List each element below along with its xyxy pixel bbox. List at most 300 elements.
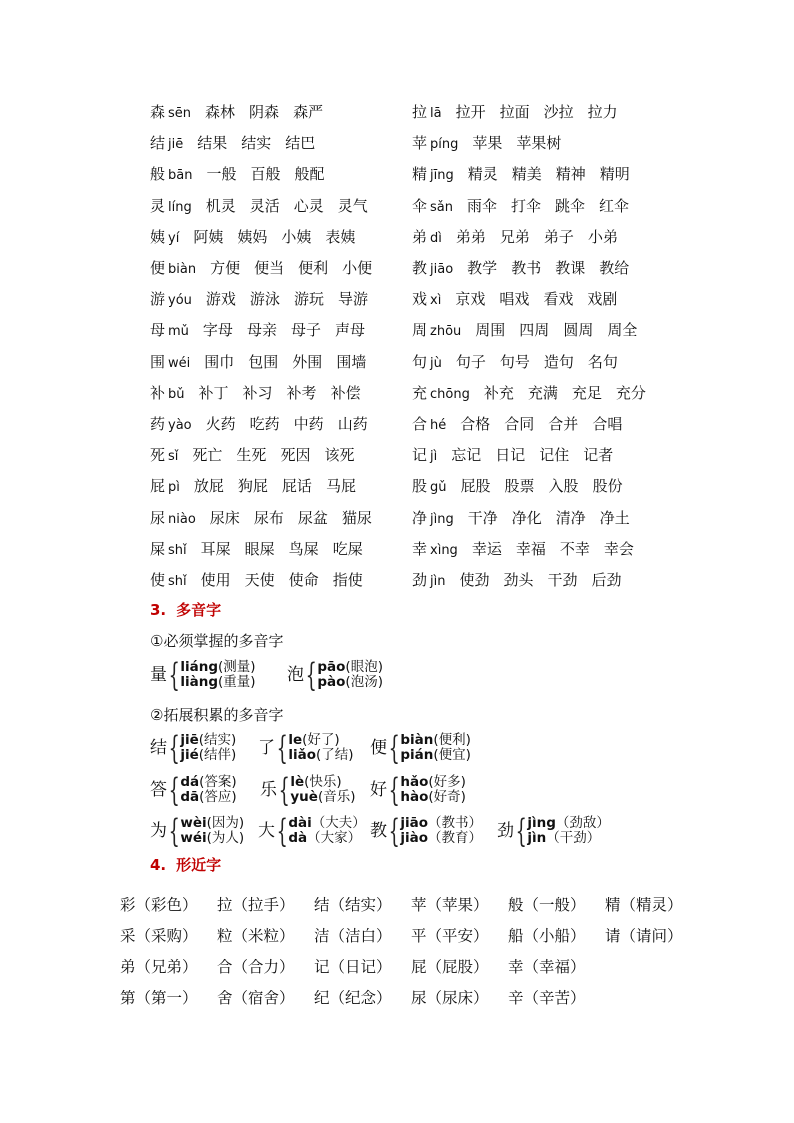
vocab-word: 记住 (539, 446, 570, 465)
vocab-word: 补丁 (198, 383, 229, 402)
vocab-head (412, 508, 454, 527)
vocab-word: 后劲 (591, 570, 622, 589)
similar-item: 尿（尿床） (411, 988, 489, 1007)
vocab-word: 句子 (455, 352, 486, 371)
similar-row (120, 921, 702, 952)
reading-example: (快乐) (304, 774, 342, 790)
vocab-word: 围巾 (204, 352, 235, 371)
reading-pinyin: dá (180, 774, 200, 790)
vocab-word: 拉力 (587, 103, 618, 122)
vocab-char: 屁 (150, 477, 166, 496)
similar-item: 合（合力） (217, 957, 295, 976)
vocab-head (150, 261, 196, 276)
vocab-pinyin: sǐ (168, 449, 179, 465)
reading-example: (好多) (428, 774, 466, 790)
polyphone-char: 大 (258, 820, 275, 841)
vocab-word: 中药 (293, 414, 324, 433)
vocab-head (412, 383, 470, 402)
brace-icon: { (515, 812, 527, 850)
vocab-word: 表姨 (325, 227, 356, 246)
similar-item: 平（平安） (411, 926, 489, 945)
polyphone-char: 泡 (287, 664, 304, 685)
polyphone-reading (180, 816, 244, 831)
vocab-head (150, 570, 187, 589)
vocab-head (412, 261, 453, 276)
vocab-row (150, 284, 680, 315)
vocab-entry-right (412, 570, 674, 589)
vocab-word: 阿姨 (193, 227, 224, 246)
polyphone-readings (180, 733, 236, 763)
vocab-word: 结实 (241, 134, 272, 153)
vocab-pinyin: sēn (168, 106, 192, 122)
vocab-word: 尿布 (253, 508, 284, 527)
brace-icon: { (168, 729, 180, 767)
polyphone-item (150, 656, 256, 694)
polyphone-item (370, 771, 466, 809)
vocab-head (412, 352, 442, 371)
vocab-word: 跳伞 (555, 196, 586, 215)
similar-item: 屁（屁股） (411, 957, 489, 976)
reading-pinyin: jiào (400, 830, 428, 846)
vocab-pinyin: lā (430, 106, 442, 122)
vocab-char: 苹 (412, 134, 428, 153)
vocab-head (150, 414, 192, 433)
vocab-word: 周围 (475, 321, 506, 340)
vocab-head (150, 167, 192, 182)
similar-item: 彩（彩色） (120, 895, 198, 914)
reading-example: (因为) (206, 815, 245, 831)
vocab-entry-left (150, 292, 412, 307)
vocab-head (412, 136, 458, 151)
polyphone-item (260, 771, 356, 809)
vocab-word: 股份 (592, 477, 623, 496)
vocab-entry-right (412, 136, 674, 151)
vocab-pinyin: bǔ (168, 386, 185, 402)
vocab-word: 结果 (197, 134, 228, 153)
vocab-head (150, 227, 180, 246)
vocab-head (150, 323, 189, 338)
vocab-pinyin: xìng (430, 542, 458, 558)
polyphone-readings (180, 816, 244, 846)
vocab-entry-left (150, 414, 412, 433)
polyphone-readings (527, 816, 610, 846)
vocab-char: 伞 (412, 196, 428, 215)
vocab-word: 教学 (467, 259, 498, 278)
polyphone-reading (180, 748, 236, 763)
polyphone-item (150, 771, 237, 809)
vocab-pinyin: hé (430, 417, 447, 433)
vocab-row (150, 409, 680, 440)
vocab-head (412, 196, 453, 215)
vocab-char: 教 (412, 259, 428, 278)
vocab-word: 灵活 (249, 196, 280, 215)
vocab-pinyin: wéi (168, 355, 191, 371)
reading-example: （大夫） (311, 815, 366, 831)
reading-example: (便宜) (433, 747, 471, 763)
polyphone-readings (400, 816, 482, 846)
brace-icon: { (276, 812, 288, 850)
vocab-char: 合 (412, 414, 428, 433)
vocab-head (412, 167, 454, 182)
vocab-head (150, 292, 192, 307)
vocab-entry-left (150, 539, 412, 558)
vocab-pinyin: jù (430, 355, 442, 371)
polyphone-char: 答 (150, 779, 167, 800)
vocab-word: 母亲 (246, 321, 277, 340)
vocab-entry-left (150, 261, 412, 276)
vocab-char: 充 (412, 383, 428, 402)
vocab-word: 便利 (298, 259, 329, 278)
reading-pinyin: liàng (180, 674, 218, 690)
reading-pinyin: pián (400, 747, 434, 763)
similar-characters-table (120, 890, 702, 1014)
similar-item: 请（请问） (605, 926, 683, 945)
vocab-word: 弟子 (543, 227, 574, 246)
polyphone-item (150, 729, 237, 767)
reading-example: （教书） (428, 815, 482, 831)
vocab-pinyin: jì (430, 449, 438, 465)
vocab-word: 导游 (337, 290, 368, 309)
similar-item: 苹（苹果） (411, 895, 489, 914)
vocab-head (150, 352, 191, 371)
polyphone-reading (527, 831, 610, 846)
vocab-char: 股 (412, 477, 428, 496)
vocab-entry-right (412, 508, 674, 527)
vocab-head (150, 136, 183, 151)
vocab-word: 幸会 (603, 539, 634, 558)
vocab-char: 周 (412, 321, 428, 340)
vocab-head (150, 479, 180, 494)
vocab-word: 方便 (210, 259, 241, 278)
vocab-char: 结 (150, 134, 166, 153)
polyphone-reading (400, 790, 466, 805)
reading-pinyin: pào (317, 674, 346, 690)
vocab-word: 幸运 (471, 539, 502, 558)
reading-example: (为人) (206, 830, 245, 846)
polyphone-char: 结 (150, 737, 167, 758)
brace-icon: { (388, 812, 400, 850)
polyphone-readings (400, 733, 471, 763)
polyphone-reading (180, 675, 255, 690)
vocab-pinyin: píng (430, 137, 459, 153)
section-title: 形近字 (176, 856, 222, 874)
vocab-entry-left (150, 136, 412, 151)
section-heading-polyphones (150, 603, 221, 618)
section-number: 4. (150, 856, 167, 874)
vocab-head (150, 448, 178, 463)
vocab-word: 干净 (467, 508, 498, 527)
polyphone-reading (180, 660, 255, 675)
vocab-char: 尿 (150, 508, 166, 527)
vocab-word: 幸福 (515, 539, 546, 558)
vocab-word: 记者 (583, 446, 614, 465)
vocab-word: 屁话 (281, 477, 312, 496)
vocab-word: 不幸 (559, 539, 590, 558)
reading-pinyin: wèi (180, 815, 207, 831)
vocab-word: 死亡 (192, 446, 223, 465)
vocab-entry-right (412, 196, 674, 215)
similar-item: 第（第一） (120, 988, 198, 1007)
vocab-word: 苹果树 (516, 134, 562, 153)
reading-pinyin: jié (180, 747, 199, 763)
reading-example: （干劲） (546, 830, 601, 846)
vocab-char: 屎 (150, 539, 166, 558)
vocab-word: 拉开 (455, 103, 486, 122)
polyphone-reading (180, 733, 236, 748)
vocab-word: 精美 (511, 165, 542, 184)
vocab-pinyin: jīng (430, 168, 454, 184)
vocab-word: 围墙 (336, 352, 367, 371)
similar-row (120, 983, 702, 1014)
polyphone-reading (180, 775, 236, 790)
vocab-word: 苹果 (472, 134, 503, 153)
vocab-word: 便当 (254, 259, 285, 278)
vocab-char: 句 (412, 352, 428, 371)
brace-icon: { (305, 656, 317, 694)
vocab-word: 日记 (495, 446, 526, 465)
vocab-char: 劲 (412, 570, 428, 589)
similar-item: 采（采购） (120, 926, 198, 945)
reading-pinyin: hào (400, 789, 429, 805)
vocab-char: 森 (150, 103, 166, 122)
vocab-word: 圆周 (563, 321, 594, 340)
vocab-pinyin: jiē (168, 137, 184, 153)
vocab-word: 唱戏 (499, 290, 530, 309)
reading-example: (音乐) (317, 789, 356, 805)
vocab-entry-right (412, 323, 674, 338)
reading-pinyin: le (288, 732, 303, 748)
vocab-pinyin: dì (430, 230, 442, 246)
vocab-word: 干劲 (547, 570, 578, 589)
vocab-entry-right (412, 383, 674, 402)
vocab-word: 机灵 (205, 196, 236, 215)
vocab-entry-left (150, 448, 412, 463)
vocab-pinyin: bān (168, 168, 193, 184)
reading-pinyin: liáng (180, 659, 218, 675)
reading-pinyin: hǎo (400, 774, 429, 790)
polyphone-char: 劲 (497, 820, 514, 841)
vocab-row (150, 222, 680, 253)
vocab-char: 精 (412, 165, 428, 184)
vocab-word: 母子 (290, 321, 321, 340)
reading-example: (答案) (199, 774, 237, 790)
vocab-head (412, 323, 461, 338)
vocab-word: 充分 (615, 383, 646, 402)
vocab-entry-right (412, 167, 674, 182)
vocab-word: 心灵 (293, 196, 324, 215)
vocab-word: 尿床 (209, 508, 240, 527)
vocab-entry-left (150, 196, 412, 215)
vocab-word: 一般 (206, 165, 237, 184)
vocab-char: 母 (150, 321, 166, 340)
vocab-word: 般配 (294, 165, 325, 184)
vocab-word: 外围 (292, 352, 323, 371)
vocab-entry-left (150, 479, 412, 494)
vocab-word: 京戏 (455, 290, 486, 309)
similar-item: 结（结实） (314, 895, 392, 914)
vocab-word: 小弟 (587, 227, 618, 246)
vocab-char: 游 (150, 290, 166, 309)
vocab-word: 山药 (337, 414, 368, 433)
vocab-head (412, 292, 441, 307)
similar-item: 洁（洁白） (314, 926, 392, 945)
vocab-word: 看戏 (543, 290, 574, 309)
vocab-head (150, 508, 196, 527)
reading-pinyin: lè (290, 774, 305, 790)
vocab-row (150, 159, 680, 190)
vocab-word: 死因 (280, 446, 311, 465)
polyphone-reading (400, 733, 471, 748)
polyphone-reading (288, 733, 353, 748)
vocab-pinyin: sǎn (430, 199, 453, 215)
vocab-row (150, 440, 680, 471)
vocab-word: 声母 (334, 321, 365, 340)
reading-example: (泡汤) (345, 674, 383, 690)
polyphone-char: 教 (370, 820, 387, 841)
polyphone-readings (288, 816, 365, 846)
vocab-word: 充满 (527, 383, 558, 402)
vocab-pinyin: zhōu (430, 324, 462, 340)
reading-example: (好奇) (428, 789, 466, 805)
vocab-row (150, 191, 680, 222)
vocab-word: 劲头 (503, 570, 534, 589)
vocab-char: 弟 (412, 227, 428, 246)
polyphone-item (287, 656, 383, 694)
vocab-pinyin: jiāo (430, 262, 454, 278)
reading-example: (答应) (199, 789, 237, 805)
vocab-word: 雨伞 (467, 196, 498, 215)
polyphone-char: 了 (258, 737, 275, 758)
vocabulary-table (150, 97, 680, 596)
polyphone-reading (290, 775, 355, 790)
polyphone-reading (288, 748, 353, 763)
vocab-char: 使 (150, 570, 166, 589)
brace-icon: { (388, 771, 400, 809)
vocab-word: 净化 (511, 508, 542, 527)
similar-item: 拉（拉手） (217, 895, 295, 914)
vocab-word: 拉面 (499, 103, 530, 122)
vocab-word: 教给 (599, 259, 630, 278)
reading-pinyin: jìng (527, 815, 556, 831)
vocab-pinyin: jìn (430, 573, 446, 589)
brace-icon: { (276, 729, 288, 767)
vocab-word: 兄弟 (499, 227, 530, 246)
reading-pinyin: jiāo (400, 815, 428, 831)
vocab-word: 充足 (571, 383, 602, 402)
vocab-entry-left (150, 508, 412, 527)
reading-example: （教育） (428, 830, 482, 846)
polyphone-char: 为 (150, 820, 167, 841)
vocab-head (412, 227, 442, 246)
reading-example: (重量) (218, 674, 256, 690)
vocab-row (150, 471, 680, 502)
section-number: 3. (150, 601, 167, 619)
vocab-row (150, 128, 680, 159)
vocab-head (150, 196, 192, 215)
vocab-word: 游戏 (205, 290, 236, 309)
section-title: 多音字 (176, 601, 222, 619)
vocab-entry-right (412, 539, 674, 558)
vocab-word: 名句 (587, 352, 618, 371)
brace-icon: { (168, 812, 180, 850)
vocab-pinyin: gǔ (430, 480, 447, 496)
vocab-word: 火药 (205, 414, 236, 433)
vocab-char: 便 (150, 259, 166, 278)
similar-item: 幸（幸福） (508, 957, 586, 976)
vocab-word: 句号 (499, 352, 530, 371)
vocab-word: 补考 (286, 383, 317, 402)
polyphone-reading (527, 816, 610, 831)
polyphone-readings (180, 775, 236, 805)
polyphone-item (258, 812, 366, 850)
vocab-pinyin: biàn (168, 262, 197, 278)
polyphone-readings (400, 775, 466, 805)
section-heading-similar (150, 858, 221, 873)
vocab-char: 补 (150, 383, 166, 402)
vocab-char: 姨 (150, 227, 166, 246)
vocab-word: 灵气 (337, 196, 368, 215)
vocab-word: 净土 (599, 508, 630, 527)
polyphone-readings (317, 660, 383, 690)
polyphone-reading (400, 775, 466, 790)
subheading-extended: ②拓展积累的多音字 (150, 706, 284, 724)
polyphone-readings (288, 733, 353, 763)
vocab-word: 使命 (288, 570, 319, 589)
vocab-word: 教书 (511, 259, 542, 278)
vocab-head (412, 570, 446, 589)
reading-pinyin: dài (288, 815, 312, 831)
polyphone-item (497, 812, 610, 850)
vocab-word: 打伞 (511, 196, 542, 215)
vocab-entry-left (150, 105, 412, 120)
vocab-word: 尿盆 (297, 508, 328, 527)
similar-item: 舍（宿舍） (217, 988, 295, 1007)
reading-example: (结实) (198, 732, 237, 748)
polyphone-reading (180, 831, 244, 846)
reading-example: (眼泡) (345, 659, 383, 675)
polyphone-item (150, 812, 245, 850)
vocab-word: 造句 (543, 352, 574, 371)
vocab-word: 百般 (250, 165, 281, 184)
vocab-pinyin: niào (168, 511, 196, 527)
vocab-row (150, 253, 680, 284)
reading-example: (测量) (218, 659, 256, 675)
vocab-head (150, 539, 187, 558)
vocab-char: 灵 (150, 196, 166, 215)
vocab-word: 游泳 (249, 290, 280, 309)
vocab-char: 般 (150, 165, 166, 184)
vocab-entry-left (150, 570, 412, 589)
similar-item: 弟（兄弟） (120, 957, 198, 976)
polyphone-reading (288, 816, 365, 831)
vocab-word: 忘记 (451, 446, 482, 465)
polyphone-char: 乐 (260, 779, 277, 800)
vocab-entry-right (412, 105, 674, 120)
similar-item: 记（日记） (314, 957, 392, 976)
reading-pinyin: dā (180, 789, 200, 805)
polyphone-reading (180, 790, 236, 805)
vocab-word: 戏剧 (587, 290, 618, 309)
reading-pinyin: yuè (290, 789, 318, 805)
reading-example: (便利) (433, 732, 471, 748)
polyphone-item (258, 729, 354, 767)
reading-example: （劲敌） (555, 815, 610, 831)
similar-row (120, 952, 702, 983)
reading-example: (结伴) (198, 747, 237, 763)
vocab-pinyin: shǐ (168, 542, 187, 558)
vocab-word: 红伞 (599, 196, 630, 215)
vocab-word: 补偿 (330, 383, 361, 402)
